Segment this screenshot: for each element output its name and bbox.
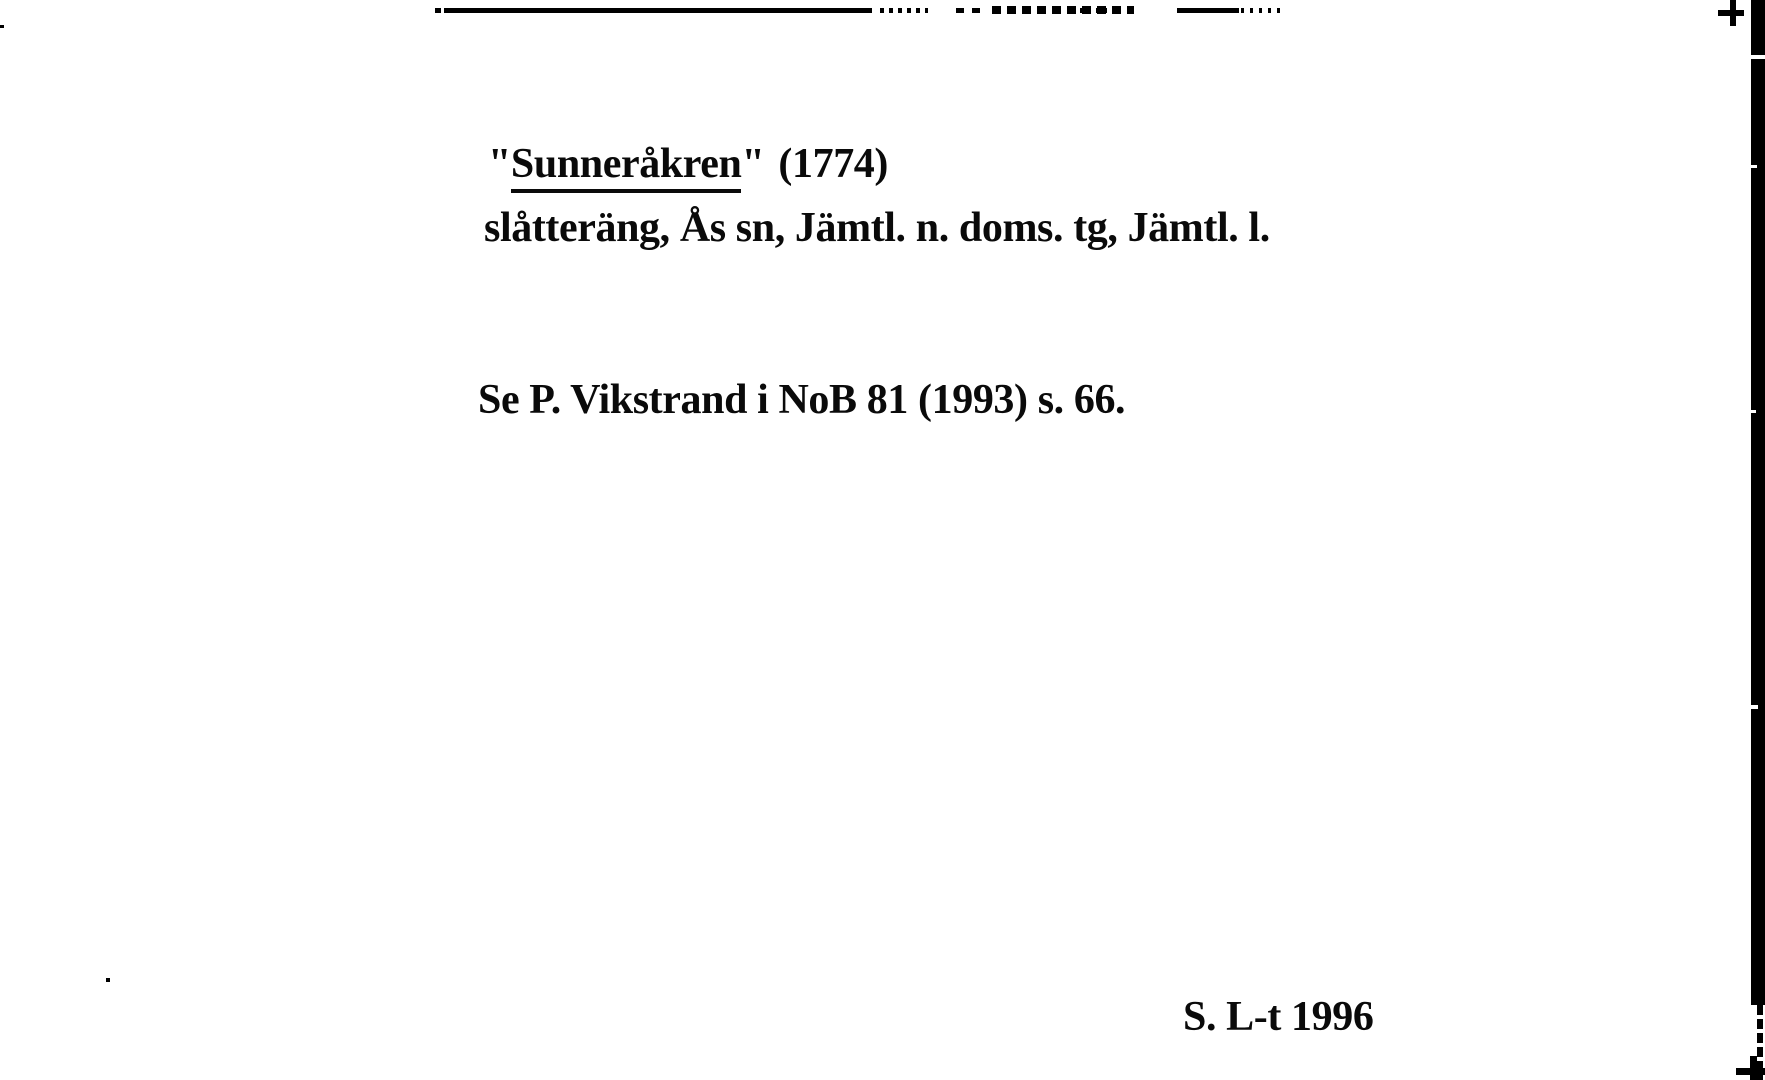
registration-cross-icon: [1718, 0, 1744, 28]
scan-edge-notch: [1751, 705, 1758, 709]
locality-line: slåtteräng, Ås sn, Jämtl. n. doms. tg, Jämtl. l.: [484, 205, 1270, 251]
headword-line: [488, 140, 888, 188]
cross-vertical-stroke: [1750, 1056, 1757, 1080]
cross-vertical-stroke: [1730, 0, 1736, 26]
reference-line: Se P. Vikstrand i NoB 81 (1993) s. 66.: [478, 377, 1126, 423]
close-quote: ": [741, 141, 765, 187]
scan-speck: [0, 25, 4, 28]
scan-edge-notch: [1751, 165, 1757, 168]
cut-line-segment: [1080, 8, 1116, 13]
registration-cross-icon: [1736, 1056, 1765, 1080]
headword-year: (1774): [778, 141, 888, 187]
signature-line: S. L-t 1996: [1183, 994, 1374, 1040]
scan-edge-notch: [1751, 410, 1756, 413]
scan-speck: [106, 978, 110, 982]
open-quote: ": [488, 141, 511, 187]
cut-line-segment: [880, 8, 928, 13]
headword: Sunneråkren: [511, 141, 742, 193]
cut-line-segment: [435, 8, 441, 13]
scan-edge-notch: [1751, 55, 1765, 59]
cut-line-segment: [444, 8, 872, 13]
scan-edge-bar: [1751, 0, 1765, 1005]
cut-line-segment: [1177, 8, 1239, 13]
cut-line-segment: [1241, 8, 1281, 13]
cut-line-segment: [956, 8, 988, 13]
